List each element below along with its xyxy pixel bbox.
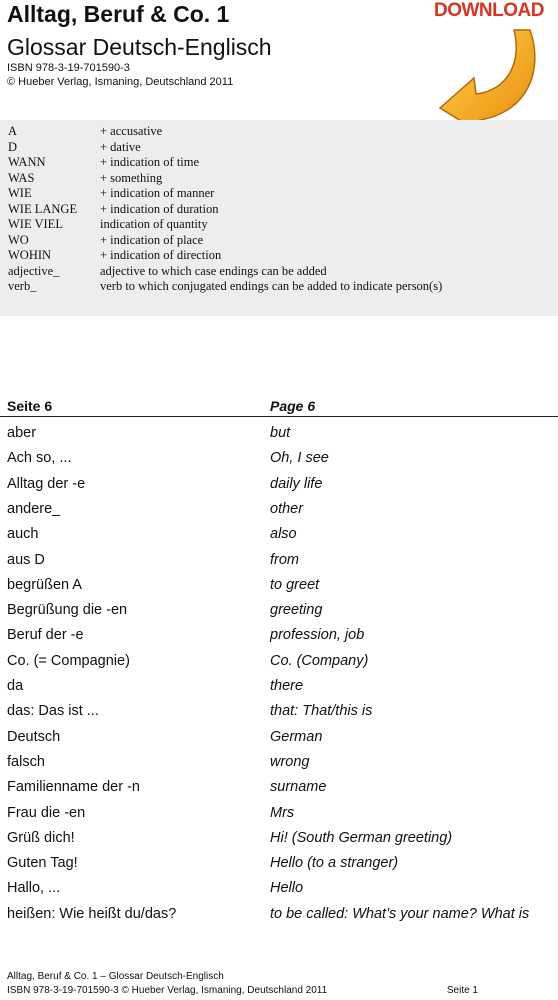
document-title: Alltag, Beruf & Co. 1 [7,1,230,27]
english-translation: daily life [270,475,323,492]
german-term: Frau die -en [7,804,86,821]
glossary-row [0,552,558,577]
glossary-row [0,855,558,880]
english-translation: surname [270,779,327,796]
german-term: heißen: Wie heißt du/das? [7,905,177,922]
abbreviation-legend [0,120,558,316]
english-translation: to greet [270,576,320,593]
glossary-row [0,830,558,855]
german-term: andere_ [7,500,61,517]
abbreviation-term: A [8,124,18,138]
glossary-row [0,729,558,754]
copyright-text: © Hueber Verlag, Ismaning, Deutschland 2011 [7,76,234,88]
glossary-row [0,906,558,931]
page-footer [7,970,552,998]
page-number: Seite 1 [446,985,478,996]
english-translation: Co. (Company) [270,652,369,669]
abbreviation-term: WO [8,232,29,247]
english-translation: to be called: What’s your name? What is [270,905,530,922]
english-translation: Oh, I see [270,450,329,467]
english-translation: Hi! (South German greeting) [270,829,453,846]
glossary-row [0,678,558,703]
english-translation: but [270,425,291,441]
abbreviation-term: WIE LANGE [8,201,78,216]
download-label[interactable]: DOWNLOAD [434,0,544,21]
footer-title: Alltag, Beruf & Co. 1 – Glossar Deutsch-Englisch [7,971,224,982]
glossary-table-header [0,398,558,417]
english-translation: Hello [270,880,304,897]
isbn-text: ISBN 978-3-19-701590-3 [7,62,130,74]
english-translation: profession, job [270,627,365,644]
abbreviation-term: adjective_ [8,263,60,278]
english-translation: Mrs [270,804,295,821]
abbreviation-definition: + indication of place [100,232,204,247]
glossary-row [0,577,558,602]
english-translation: other [270,500,304,517]
german-term: falsch [7,753,45,770]
abbreviation-definition: + accusative [100,124,163,138]
english-page-heading: Page 6 [270,398,316,414]
footer-isbn: ISBN 978-3-19-701590-3 © Hueber Verlag, Ismaning, Deutschland 2011 [7,985,328,996]
abbreviation-definition: indication of quantity [100,217,208,231]
glossary-row [0,602,558,627]
glossary-row [0,653,558,678]
english-translation: greeting [270,602,323,619]
english-translation: from [270,551,299,568]
glossary-row [0,476,558,501]
english-translation: that: That/this is [270,703,373,720]
english-translation: German [270,728,323,745]
german-term: Begrüßung die -en [7,602,128,619]
english-translation: Hello (to a stranger) [270,855,399,872]
german-term: begrüßen A [7,576,82,593]
german-term: da [7,678,24,694]
german-term: Beruf der -e [7,627,84,644]
glossary-row [0,425,558,450]
document-subtitle: Glossar Deutsch-Englisch [7,34,272,60]
abbreviation-definition: + dative [100,139,141,154]
german-term: Guten Tag! [7,855,78,872]
german-term: Hallo, ... [7,880,61,897]
abbreviation-definition: + indication of duration [100,201,219,216]
glossary-row [0,754,558,779]
glossary-row [0,526,558,551]
abbreviation-definition: verb to which conjugated endings can be added to indicate person(s) [100,279,443,293]
english-translation: wrong [270,753,310,770]
glossary-row [0,627,558,652]
abbreviation-term: WANN [8,155,46,169]
abbreviation-term: WOHIN [8,248,52,262]
german-term: Deutsch [7,728,61,745]
german-term: auch [7,526,39,543]
abbreviation-term: WIE [8,186,32,200]
abbreviation-definition: + indication of manner [100,186,215,200]
abbreviation-definition: + indication of time [100,155,200,169]
english-translation: also [270,526,297,543]
abbreviation-term: WIE VIEL [8,217,63,231]
german-term: aber [7,425,37,441]
abbreviation-term: D [8,139,18,154]
german-term: Familienname der -n [7,779,140,796]
german-term: Co. (= Compagnie) [7,652,130,669]
glossary-row [0,501,558,526]
abbreviation-definition: adjective to which case endings can be added [100,263,327,278]
abbreviation-definition: + something [100,170,163,185]
german-term: das: Das ist ... [7,703,99,720]
german-term: Alltag der -e [7,475,86,492]
german-term: Grüß dich! [7,829,75,846]
glossary-row [0,779,558,804]
abbreviation-definition: + indication of direction [100,248,222,262]
glossary-row [0,880,558,905]
glossary-row [0,450,558,475]
abbreviation-term: WAS [8,170,35,185]
german-page-heading: Seite 6 [7,398,53,414]
glossary-row [0,703,558,728]
german-term: Ach so, ... [7,450,72,467]
english-translation: there [270,678,304,694]
glossary-row [0,805,558,830]
german-term: aus D [7,551,45,568]
abbreviation-term: verb_ [8,279,37,293]
